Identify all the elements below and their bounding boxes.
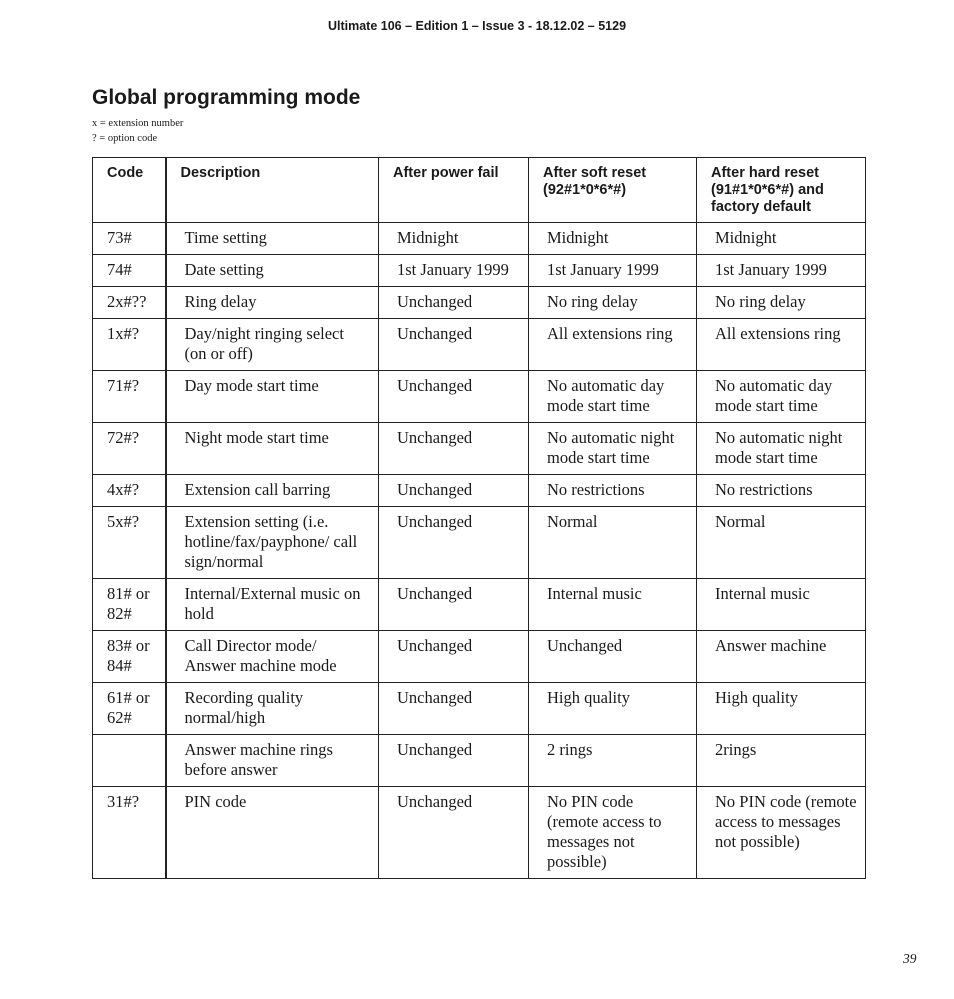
cell-description: Time setting <box>166 223 379 255</box>
legend-option-code: ? = option code <box>92 133 158 144</box>
cell-description: Internal/External music on hold <box>166 579 379 631</box>
cell-description: Day mode start time <box>166 371 379 423</box>
cell-after-soft-reset: No restrictions <box>529 475 697 507</box>
cell-after-soft-reset: Normal <box>529 507 697 579</box>
cell-after-soft-reset: 2 rings <box>529 735 697 787</box>
cell-description: Ring delay <box>166 287 379 319</box>
cell-after-power-fail: Unchanged <box>379 683 529 735</box>
cell-after-hard-reset: 1st January 1999 <box>697 255 866 287</box>
table-row <box>93 223 866 255</box>
cell-after-power-fail: Unchanged <box>379 371 529 423</box>
cell-after-soft-reset: Midnight <box>529 223 697 255</box>
cell-after-soft-reset: No automatic day mode start time <box>529 371 697 423</box>
cell-description: Extension setting (i.e. hotline/fax/payphone/ call sign/normal <box>166 507 379 579</box>
table-row <box>93 475 866 507</box>
cell-description: PIN code <box>166 787 379 879</box>
cell-after-power-fail: Unchanged <box>379 579 529 631</box>
cell-after-hard-reset: Internal music <box>697 579 866 631</box>
cell-after-power-fail: Unchanged <box>379 735 529 787</box>
cell-after-soft-reset: No ring delay <box>529 287 697 319</box>
cell-after-power-fail: Unchanged <box>379 507 529 579</box>
cell-code: 71#? <box>93 371 166 423</box>
cell-code: 31#? <box>93 787 166 879</box>
table-row <box>93 319 866 371</box>
cell-code: 74# <box>93 255 166 287</box>
table-row <box>93 423 866 475</box>
cell-code: 83# or 84# <box>93 631 166 683</box>
cell-after-hard-reset: 2rings <box>697 735 866 787</box>
cell-code: 72#? <box>93 423 166 475</box>
running-header: Ultimate 106 – Edition 1 – Issue 3 - 18.12.02 – 5129 <box>327 19 627 33</box>
column-header-code: Code <box>93 158 166 223</box>
cell-after-hard-reset: High quality <box>697 683 866 735</box>
cell-after-power-fail: Midnight <box>379 223 529 255</box>
cell-code <box>93 735 166 787</box>
cell-after-power-fail: Unchanged <box>379 287 529 319</box>
table-row <box>93 787 866 879</box>
cell-description: Call Director mode/ Answer machine mode <box>166 631 379 683</box>
table-row <box>93 579 866 631</box>
cell-after-hard-reset: Normal <box>697 507 866 579</box>
cell-code: 61# or 62# <box>93 683 166 735</box>
table-row <box>93 683 866 735</box>
cell-after-power-fail: Unchanged <box>379 319 529 371</box>
cell-after-hard-reset: Midnight <box>697 223 866 255</box>
cell-after-hard-reset: No automatic night mode start time <box>697 423 866 475</box>
cell-after-power-fail: Unchanged <box>379 631 529 683</box>
table-row <box>93 507 866 579</box>
column-header-after-soft-reset: After soft reset (92#1*0*6*#) <box>529 158 697 223</box>
legend-extension-number: x = extension number <box>92 118 184 129</box>
table-row <box>93 371 866 423</box>
table-row <box>93 735 866 787</box>
cell-after-hard-reset: All extensions ring <box>697 319 866 371</box>
table-row <box>93 631 866 683</box>
column-header-description: Description <box>166 158 379 223</box>
page-number: 39 <box>903 951 917 966</box>
table-row <box>93 287 866 319</box>
cell-description: Day/night ringing select (on or off) <box>166 319 379 371</box>
cell-after-hard-reset: No restrictions <box>697 475 866 507</box>
cell-code: 5x#? <box>93 507 166 579</box>
cell-after-power-fail: 1st January 1999 <box>379 255 529 287</box>
page-title: Global programming mode <box>92 86 361 109</box>
cell-after-hard-reset: No PIN code (remote access to messages not possible) <box>697 787 866 879</box>
cell-after-soft-reset: Internal music <box>529 579 697 631</box>
cell-after-soft-reset: No PIN code (remote access to messages not possible) <box>529 787 697 879</box>
cell-after-hard-reset: Answer machine <box>697 631 866 683</box>
cell-after-power-fail: Unchanged <box>379 475 529 507</box>
cell-after-power-fail: Unchanged <box>379 787 529 879</box>
cell-code: 2x#?? <box>93 287 166 319</box>
cell-after-power-fail: Unchanged <box>379 423 529 475</box>
cell-description: Recording quality normal/high <box>166 683 379 735</box>
cell-after-soft-reset: Unchanged <box>529 631 697 683</box>
table-header-row <box>93 158 866 223</box>
column-header-after-hard-reset: After hard reset (91#1*0*6*#) and factory default <box>697 158 866 223</box>
cell-code: 4x#? <box>93 475 166 507</box>
cell-after-hard-reset: No automatic day mode start time <box>697 371 866 423</box>
programming-table <box>92 157 866 879</box>
cell-after-soft-reset: High quality <box>529 683 697 735</box>
cell-description: Night mode start time <box>166 423 379 475</box>
cell-after-hard-reset: No ring delay <box>697 287 866 319</box>
cell-after-soft-reset: All extensions ring <box>529 319 697 371</box>
cell-code: 1x#? <box>93 319 166 371</box>
cell-code: 73# <box>93 223 166 255</box>
column-header-after-power-fail: After power fail <box>379 158 529 223</box>
table-row <box>93 255 866 287</box>
cell-code: 81# or 82# <box>93 579 166 631</box>
cell-description: Date setting <box>166 255 379 287</box>
cell-description: Answer machine rings before answer <box>166 735 379 787</box>
cell-description: Extension call barring <box>166 475 379 507</box>
cell-after-soft-reset: No automatic night mode start time <box>529 423 697 475</box>
cell-after-soft-reset: 1st January 1999 <box>529 255 697 287</box>
